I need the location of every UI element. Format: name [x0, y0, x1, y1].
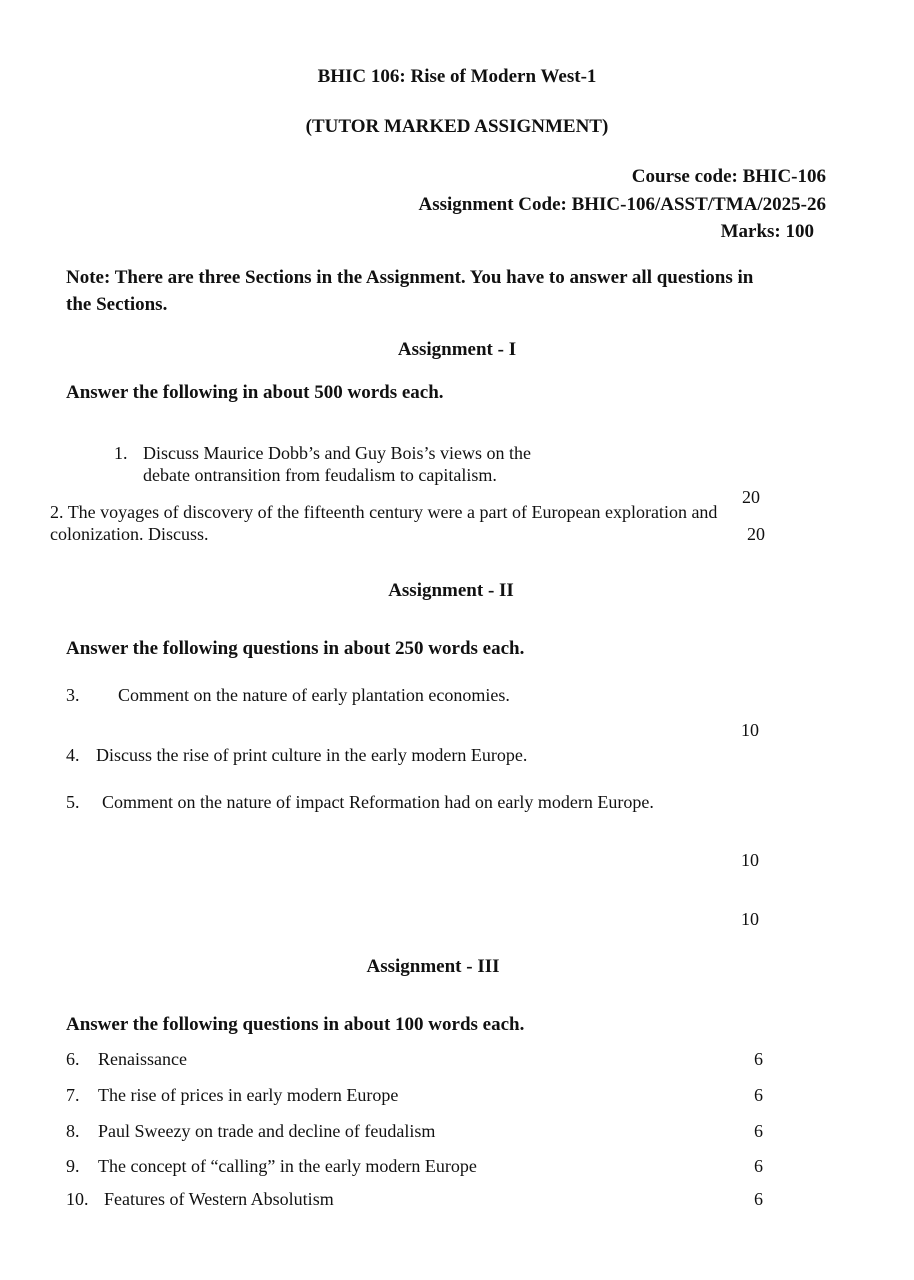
- question-number: 1.: [114, 443, 128, 463]
- question-number: 9.: [66, 1156, 80, 1176]
- question-text: Discuss Maurice Dobb’s and Guy Bois’s views on the: [143, 443, 531, 463]
- question-text: The rise of prices in early modern Europe: [98, 1085, 399, 1105]
- document-title: BHIC 106: Rise of Modern West-1: [317, 66, 597, 87]
- question-text: Comment on the nature of impact Reformation had on early modern Europe.: [102, 792, 654, 812]
- section-instruction-3: Answer the following questions in about 100 words each.: [66, 1014, 525, 1035]
- question-marks: 6: [754, 1049, 763, 1069]
- document-subtitle: (TUTOR MARKED ASSIGNMENT): [305, 116, 609, 137]
- question-number: 2.: [50, 502, 64, 522]
- question-text: The concept of “calling” in the early modern Europe: [98, 1156, 477, 1176]
- question-text: The voyages of discovery of the fifteenth century were a part of European exploration and: [67, 502, 718, 522]
- section-instruction-2: Answer the following questions in about 250 words each.: [66, 638, 525, 659]
- question-marks: 20: [747, 524, 765, 544]
- question-marks: 10: [741, 850, 759, 870]
- question-text: Comment on the nature of early plantation economies.: [118, 685, 510, 705]
- question-marks: 6: [754, 1085, 763, 1105]
- note-line-2: the Sections.: [66, 294, 168, 315]
- question-number: 5.: [66, 792, 80, 812]
- question-marks: 10: [741, 720, 759, 740]
- course-code: Course code: BHIC-106: [631, 166, 826, 187]
- question-marks: 20: [742, 487, 760, 507]
- question-marks: 10: [741, 909, 759, 929]
- question-number: 7.: [66, 1085, 80, 1105]
- question-number: 4.: [66, 745, 80, 765]
- question-number: 3.: [66, 685, 80, 705]
- question-text-cont: colonization. Discuss.: [50, 524, 209, 544]
- section-instruction-1: Answer the following in about 500 words each.: [66, 382, 444, 403]
- question-text: Discuss the rise of print culture in the early modern Europe.: [96, 745, 528, 765]
- question-number: 10.: [66, 1189, 89, 1209]
- question-text-cont: debate ontransition from feudalism to capitalism.: [143, 465, 497, 485]
- question-text: Paul Sweezy on trade and decline of feudalism: [98, 1121, 436, 1141]
- total-marks: Marks: 100: [720, 221, 814, 242]
- section-heading-2: Assignment - II: [388, 580, 514, 601]
- question-number: 8.: [66, 1121, 80, 1141]
- question-text: Renaissance: [98, 1049, 187, 1069]
- section-heading-1: Assignment - I: [397, 339, 517, 360]
- question-number: 6.: [66, 1049, 80, 1069]
- note-line-1: Note: There are three Sections in the Assignment. You have to answer all questions in: [66, 267, 754, 288]
- question-text: Features of Western Absolutism: [104, 1189, 334, 1209]
- assignment-code: Assignment Code: BHIC-106/ASST/TMA/2025-26: [418, 194, 826, 215]
- question-marks: 6: [754, 1121, 763, 1141]
- question-marks: 6: [754, 1156, 763, 1176]
- section-heading-3: Assignment - III: [366, 956, 500, 977]
- question-marks: 6: [754, 1189, 763, 1209]
